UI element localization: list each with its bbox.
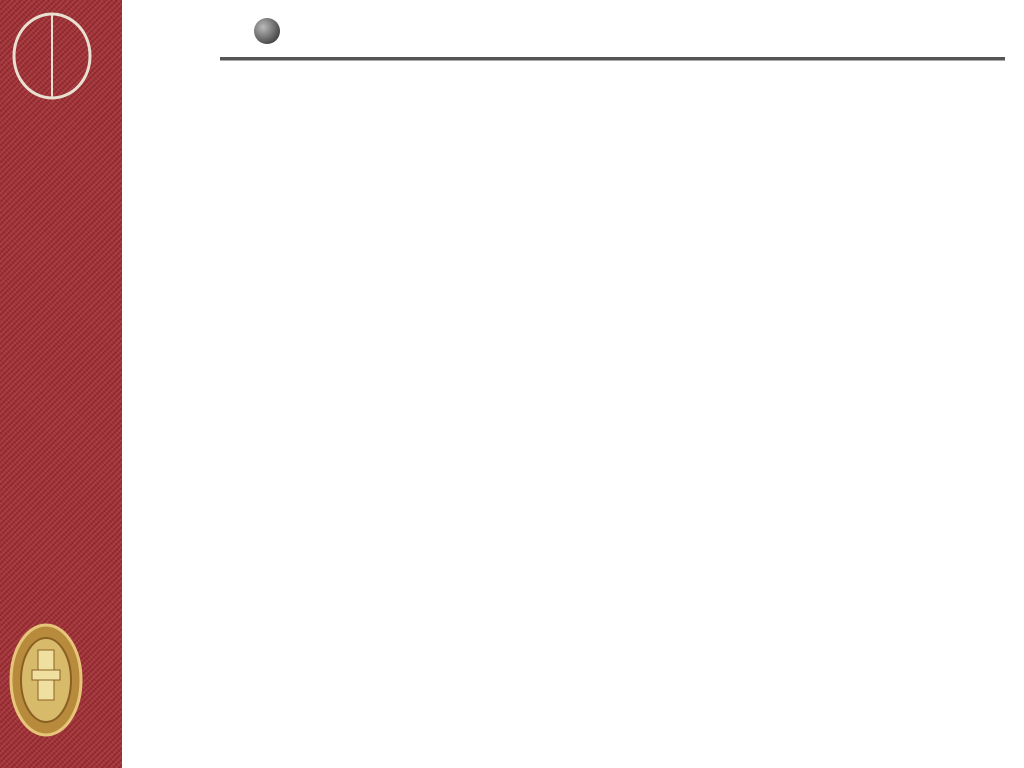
title-underline xyxy=(220,57,1005,61)
vertical-caption xyxy=(59,122,61,602)
figure-bottom xyxy=(285,480,775,740)
university-seal-icon xyxy=(8,620,86,740)
sidebar xyxy=(0,0,122,768)
epa-logo xyxy=(10,8,115,108)
effects-text xyxy=(200,398,900,435)
bullet-number-icon xyxy=(253,17,283,47)
figure-top xyxy=(290,78,770,323)
